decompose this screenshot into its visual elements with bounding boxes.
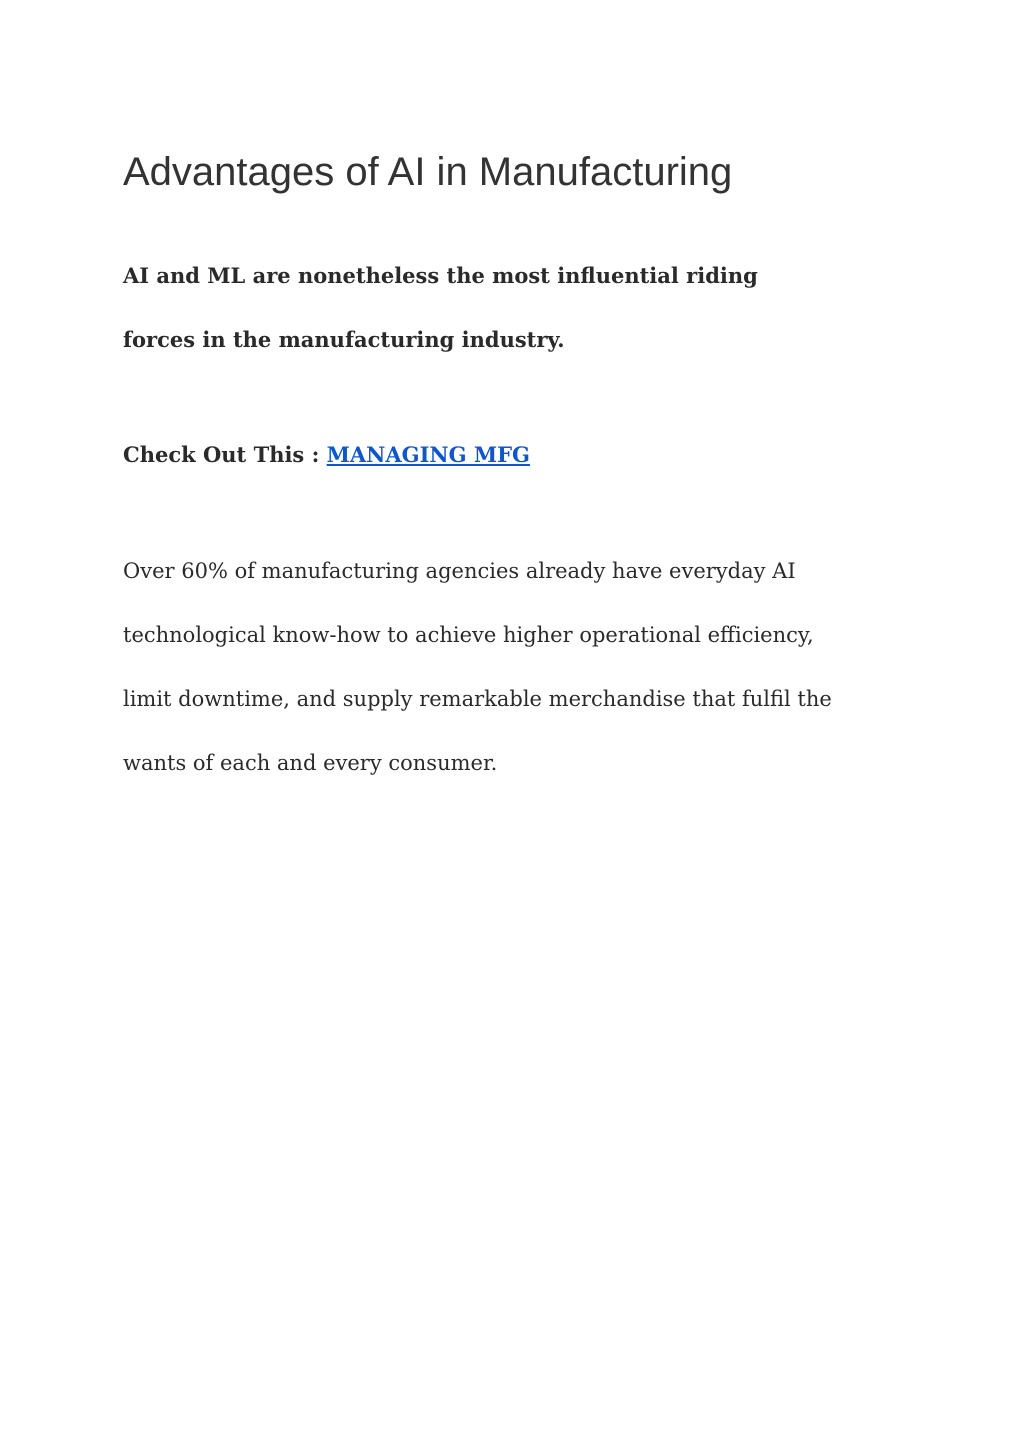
lead-paragraph — [123, 244, 913, 372]
lead-line-2: forces in the manufacturing industry. — [123, 327, 565, 352]
managing-mfg-link[interactable]: MANAGING MFG — [326, 442, 530, 467]
body-line-3: limit downtime, and supply remarkable merchandise that fulfil the — [123, 687, 832, 711]
body-line-2: technological know-how to achieve higher operational efficiency, — [123, 623, 814, 647]
check-out-line — [123, 423, 530, 487]
page-title: Advantages of AI in Manufacturing — [123, 150, 733, 194]
lead-line-1: AI and ML are nonetheless the most influential riding — [123, 263, 758, 288]
body-paragraph — [123, 539, 923, 795]
body-line-1: Over 60% of manufacturing agencies already have everyday AI — [123, 559, 796, 583]
body-line-4: wants of each and every consumer. — [123, 751, 498, 775]
check-out-label: Check Out This : — [123, 442, 327, 467]
